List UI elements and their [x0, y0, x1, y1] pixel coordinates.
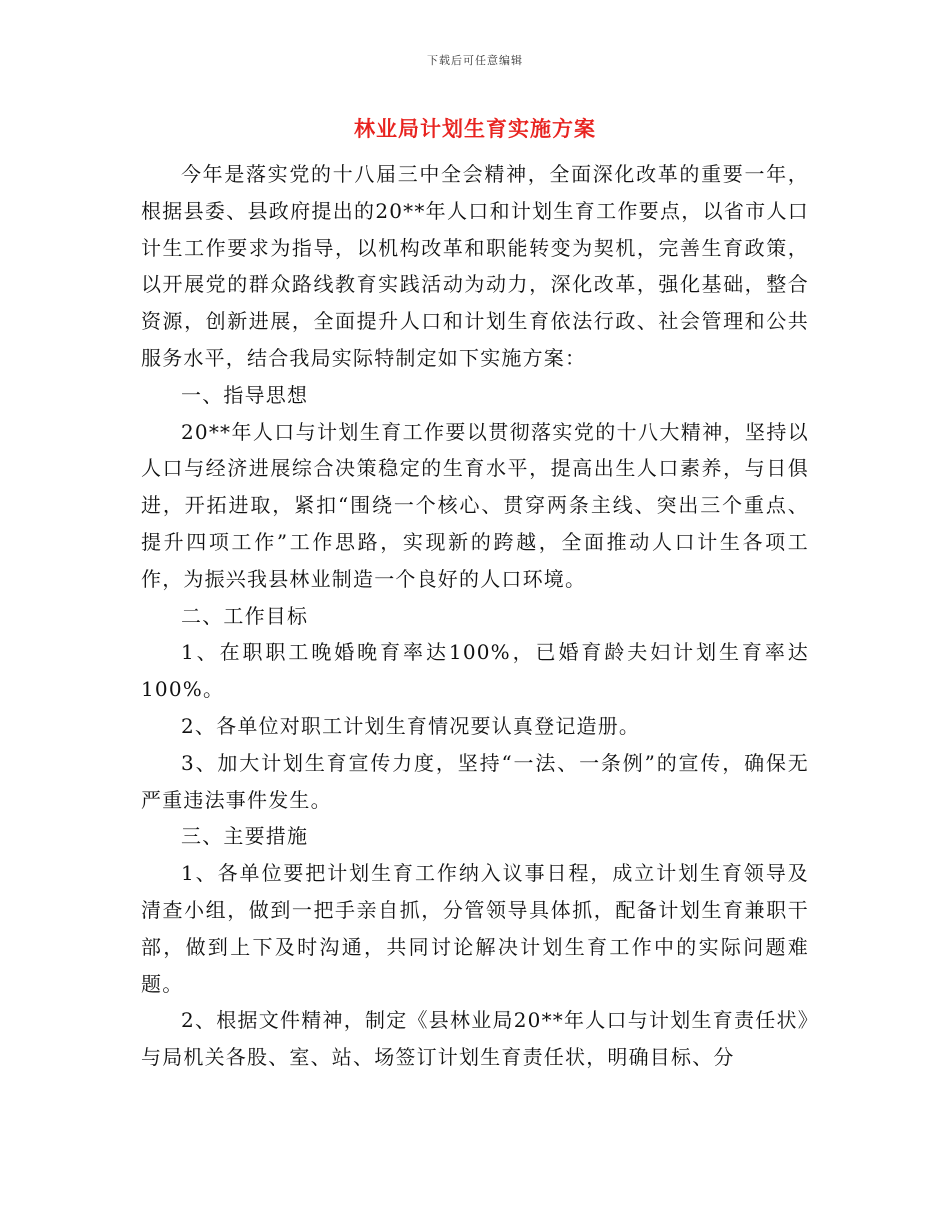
section-heading-main-measures: 三、主要措施 [181, 824, 309, 849]
section-heading-work-goals: 二、工作目标 [181, 603, 309, 628]
guiding-thought-paragraph: 20**年人口与计划生育工作要以贯彻落实党的十八大精神，坚持以人口与经济进展综合决策稳定的生育水平，提高出生人口素养，与日俱进，开拓进取，紧扣“围绕一个核心、贯穿两条主线、突出三个重点、提升四项工作”工作思路，实现新的跨越，全面推动人口计生各项工作，为振兴我县林业制造一个良好的人口环境。 [141, 419, 809, 591]
measure-item-1: 1、各单位要把计划生育工作纳入议事日程，成立计划生育领导及清查小组，做到一把手亲自抓，分管领导具体抓，配备计划生育兼职干部，做到上下及时沟通，共同讨论解决计划生育工作中的实际问题难题。 [141, 861, 809, 996]
measure-item-2: 2、根据文件精神，制定《县林业局20**年人口与计划生育责任状》与局机关各股、室、站、场签订计划生育责任状，明确目标、分 [141, 1008, 809, 1070]
intro-paragraph: 今年是落实党的十八届三中全会精神，全面深化改革的重要一年，根据县委、县政府提出的20**年人口和计划生育工作要点，以省市人口计生工作要求为指导，以机构改革和职能转变为契机，完善生育政策，以开展党的群众路线教育实践活动为动力，深化改革，强化基础，整合资源，创新进展，全面提升人口和计划生育依法行政、社会管理和公共服务水平，结合我局实际特制定如下实施方案： [141, 162, 809, 370]
document-title: 林业局计划生育实施方案 [354, 116, 596, 141]
goal-item-2: 2、各单位对职工计划生育情况要认真登记造册。 [181, 713, 641, 738]
goal-item-1: 1、在职职工晚婚晚育率达100%，已婚育龄夫妇计划生育率达100%。 [141, 640, 809, 702]
goal-item-3: 3、加大计划生育宣传力度，坚持“一法、一条例”的宣传，确保无严重违法事件发生。 [141, 750, 809, 812]
section-heading-guiding-thought: 一、指导思想 [181, 382, 309, 407]
page-header-note: 下载后可任意编辑 [427, 54, 523, 67]
document-body [141, 156, 809, 1076]
